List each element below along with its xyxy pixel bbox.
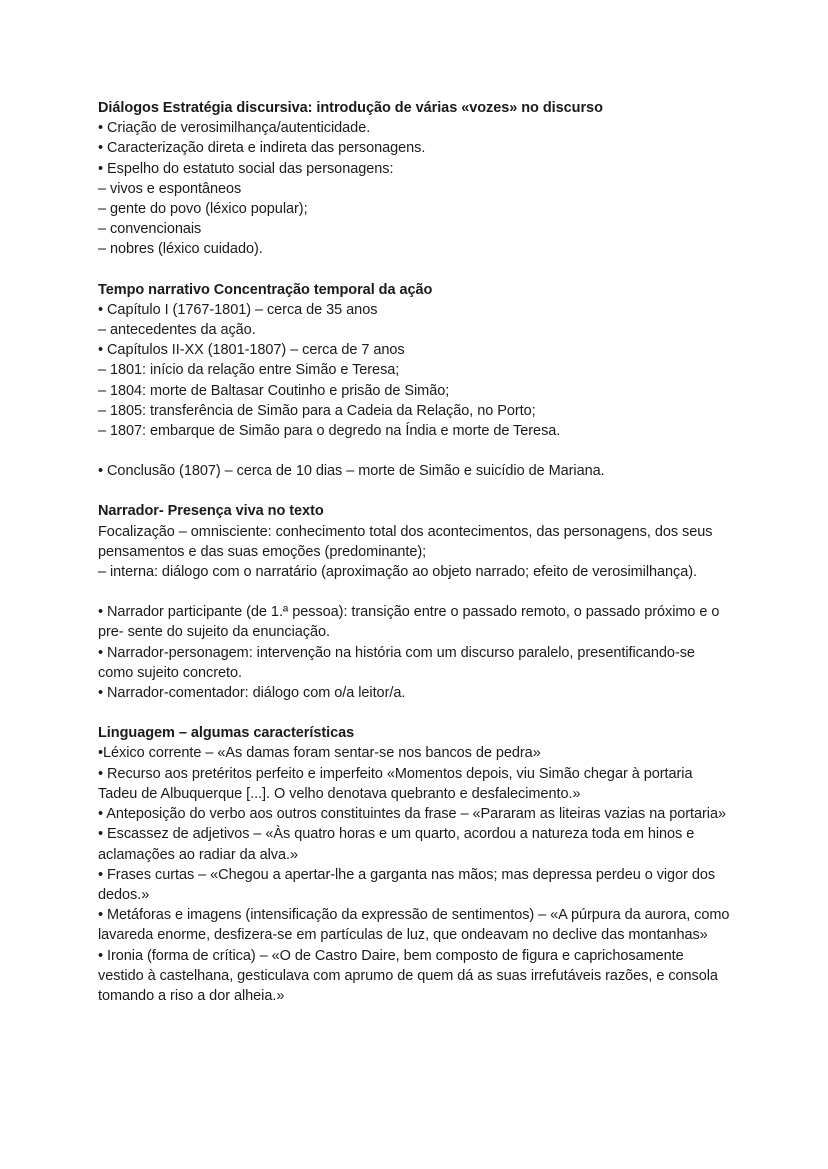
section-narrador [98, 501, 733, 582]
document-body [98, 98, 733, 1006]
section-narrador-tipos [98, 602, 733, 703]
text-line: • Conclusão (1807) – cerca de 10 dias – morte de Simão e suicídio de Mariana. [98, 463, 605, 480]
text-line: – 1807: embarque de Simão para o degredo na Índia e morte de Teresa. [98, 423, 561, 440]
text-line: – convencionais [98, 221, 202, 238]
text-line: • Frases curtas – «Chegou a apertar-lhe a garganta nas mãos; mas depressa perdeu o vigor dos dedos.» [98, 866, 716, 903]
text-line: – 1804: morte de Baltasar Coutinho e prisão de Simão; [98, 382, 450, 399]
section-heading: Linguagem – algumas características [98, 725, 355, 742]
text-line: •Léxico corrente – «As damas foram sentar-se nos bancos de pedra» [98, 745, 541, 762]
text-line: • Anteposição do verbo aos outros constituintes da frase – «Pararam as liteiras vazias na portaria» [98, 806, 727, 823]
text-line: • Recurso aos pretéritos perfeito e imperfeito «Momentos depois, viu Simão chegar à portaria Tadeu de Albuquerque [...]. O velho denotava quebranto e desfalecimento.» [98, 765, 693, 802]
text-line: • Capítulos II-XX (1801-1807) – cerca de 7 anos [98, 342, 405, 359]
text-line: – nobres (léxico cuidado). [98, 241, 263, 258]
section-dialogos [98, 98, 733, 260]
text-line: – vivos e espontâneos [98, 180, 242, 197]
text-line: – gente do povo (léxico popular); [98, 201, 308, 218]
text-line: • Narrador-comentador: diálogo com o/a leitor/a. [98, 685, 406, 702]
text-line: – 1801: início da relação entre Simão e Teresa; [98, 362, 400, 379]
text-line: • Capítulo I (1767-1801) – cerca de 35 anos [98, 301, 378, 318]
section-heading: Narrador- Presença viva no texto [98, 503, 324, 520]
section-heading: Tempo narrativo Concentração temporal da ação [98, 281, 433, 298]
text-line: • Espelho do estatuto social das personagens: [98, 160, 394, 177]
text-line: – antecedentes da ação. [98, 322, 256, 339]
text-line: • Metáforas e imagens (intensificação da expressão de sentimentos) – «A púrpura da aurora, como lavareda enorme, desfizera-se em partículas de luz, que ondeavam no declive das montanhas» [98, 907, 730, 944]
text-line: • Escassez de adjetivos – «Às quatro horas e um quarto, acordou a natureza toda em hinos e aclamações ao radiar da alva.» [98, 826, 695, 863]
text-line: • Ironia (forma de crítica) – «O de Castro Daire, bem composto de figura e caprichosamente vestido à castelhana, gesticulava com aprumo de quem dá as suas irrefutáveis razões, e consola tomando a riso a dor alheia.» [98, 947, 718, 1004]
text-line: • Caracterização direta e indireta das personagens. [98, 140, 426, 157]
section-conclusao [98, 461, 733, 481]
section-linguagem [98, 723, 733, 1006]
text-line: • Narrador participante (de 1.ª pessoa): transição entre o passado remoto, o passado próximo e o pre- sente do sujeito da enunciação. [98, 604, 720, 641]
section-tempo-narrativo [98, 280, 733, 442]
section-heading: Diálogos Estratégia discursiva: introdução de várias «vozes» no discurso [98, 100, 603, 116]
text-line: – interna: diálogo com o narratário (aproximação ao objeto narrado; efeito de verosimilhança). [98, 564, 697, 581]
text-line: • Criação de verosimilhança/autenticidade. [98, 120, 371, 137]
text-line: • Narrador-personagem: intervenção na história com um discurso paralelo, presentificando-se como sujeito concreto. [98, 644, 695, 681]
text-line: Focalização – omnisciente: conhecimento total dos acontecimentos, das personagens, dos seus pensamentos e das suas emoções (predominante); [98, 523, 713, 560]
text-line: – 1805: transferência de Simão para a Cadeia da Relação, no Porto; [98, 402, 536, 419]
